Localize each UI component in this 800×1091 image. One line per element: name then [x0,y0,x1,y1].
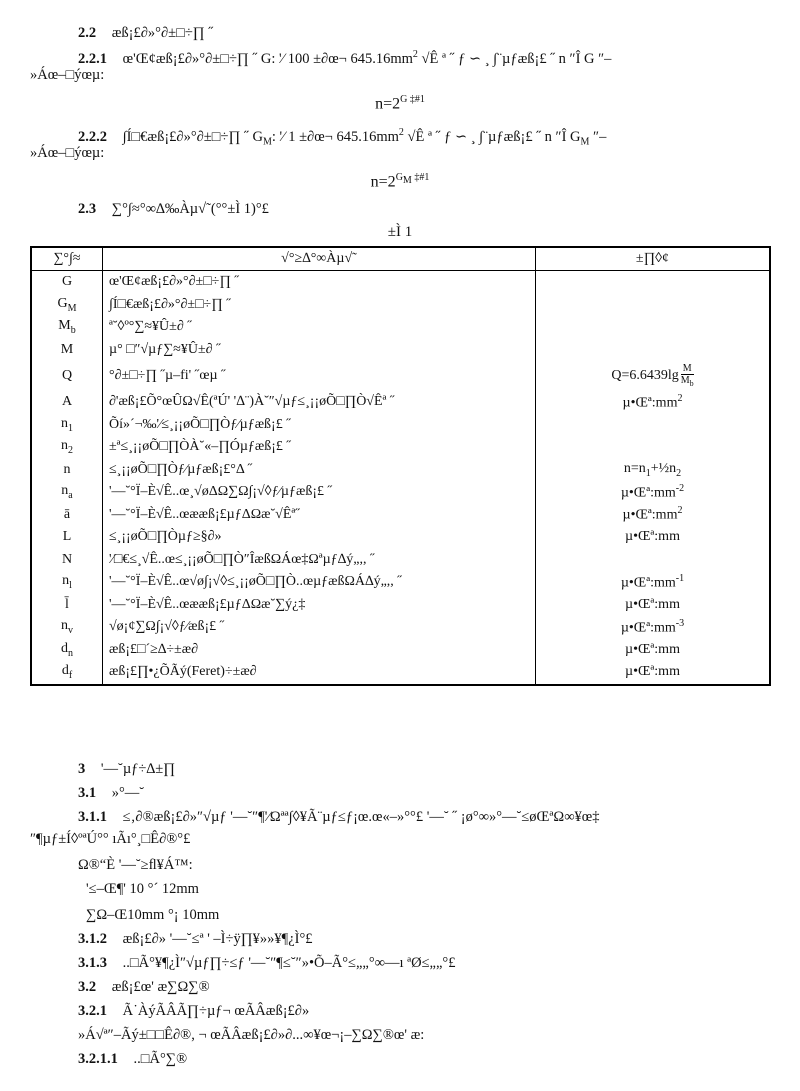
paragraph-text: ∫Í□€æß¡£∂»°∂±□÷∏ ˝ G [122,128,263,145]
table-row [31,616,770,639]
paragraph-text: »Á√ª″–Ãý±□□Ê∂®, ¬ œÃÂæß¡£∂»∂...∞¥œ¬¡–∑Ω∑®œ' æ: [78,1027,425,1043]
cell-note [536,526,771,549]
section-2-3 [78,200,269,218]
superscript: 2 [412,49,418,60]
note-superscript: 2 [677,505,683,517]
section-3-2-1-1 [78,1050,187,1068]
paragraph-text: ″– [589,128,607,145]
note-text: µ•Œª:mm [622,508,678,524]
cell-note [536,391,771,414]
section-title: æß¡£œ' æ∑Ω∑® [111,979,210,995]
symbol-text: n [62,573,70,589]
note-text: µ•Œª:mm [620,485,676,501]
cell-note [536,271,771,294]
table-row [31,526,770,549]
header-symbol: ∑°∫≈ [31,247,103,271]
symbol-text: G [57,295,68,311]
cell-symbol [31,294,103,317]
cell-description: °∂±□÷∏ ˝µ–fi' ˝œµ ˝ [103,361,536,391]
section-2-2-2 [78,124,606,152]
symbol-text: n [61,415,68,431]
cell-note [536,639,771,662]
section-number: 2.2.2 [78,128,107,145]
cell-note [536,504,771,527]
symbol-text: M [60,341,74,357]
cell-description: ≤¸¡¡øÕ□∏Òµƒ≥§∂» [103,526,536,549]
cell-description: œ'Œ¢æß¡£∂»°∂±□÷∏ ˝ [103,271,536,294]
subscript: M [580,136,590,148]
section-2-2 [78,24,213,42]
denominator-text: M [680,375,690,386]
cell-description: ∂'æß¡£Õ°œÛΩ√Ê(ªÚ' '∆¨)À˘″√µƒ≤¸¡¡øÕ□∏Ò√Êª ˝ [103,391,536,414]
table-caption [0,224,800,241]
paragraph-text: Ω®“È '—˘≥ﬂ¥Á™: [78,857,193,873]
cell-description: '—˘°Ï–È√Ê..œææß¡£µƒΔΩæ˘∑ý¿‡ [103,594,536,617]
paragraph-text: ″¶µƒ±Í◊ºªÚ°° ıÃı°¸□Ê∂®°£ [30,831,191,847]
symbol-text: d [61,640,68,656]
cell-note [536,661,771,685]
table-row [31,549,770,572]
formula-1 [0,94,800,113]
note-text: n=n [623,460,646,476]
table-row [31,414,770,437]
section-number: 2.3 [78,201,97,217]
paragraph-text: »Áœ–□ýœµ: [30,145,105,161]
symbol-text: n [63,461,71,477]
paragraph-text: '≤–Œ¶' 10 °´ 12mm [86,881,199,897]
symbol-subscript: l [69,580,72,592]
symbol-subscript: 2 [68,445,73,457]
paragraph-text: æß¡£∂» '—˘≤ª ' –Ì÷ÿ∏¥»»¥¶¿Ì°£ [122,931,313,947]
cell-symbol [31,436,103,459]
section-title: ..□Ã°∑® [133,1051,188,1067]
cell-symbol [31,549,103,572]
cell-note [536,361,771,391]
note-superscript: 2 [677,392,683,404]
section-title: »°—˘ [111,785,145,801]
cell-note [536,594,771,617]
table-row [31,294,770,317]
section-number: 3 [78,761,86,777]
cell-note [536,294,771,317]
denominator-subscript: b [689,379,694,388]
symbol-subscript: f [68,670,73,682]
section-number: 3.1.2 [78,931,107,947]
formula-exponent: G [395,172,403,183]
symbol-subscript: 1 [68,422,73,434]
section-2-2-1 [78,46,611,68]
section-3-1-2 [78,930,313,948]
cell-symbol [31,339,103,362]
table-row [31,339,770,362]
cell-symbol [31,361,103,391]
symbol-text: G [61,274,73,290]
symbol-subscript: v [68,625,73,637]
cell-symbol [31,616,103,639]
paragraph-dia [86,880,199,898]
table-row [31,661,770,685]
cell-symbol [31,481,103,504]
cell-note [536,616,771,639]
cell-symbol [31,526,103,549]
symbol-text: l̄ [65,596,69,612]
symbol-subscript: b [70,325,76,337]
fraction-denominator [681,375,694,389]
note-fraction [681,363,694,389]
formula-exponent-sub: M [402,175,412,186]
note-subscript: 2 [676,467,682,479]
paragraph-text: œ'Œ¢æß¡£∂»°∂±□÷∏ ˝ G: '⁄ 100 ±∂œ¬ 645.16mm [122,50,413,67]
table-row [31,271,770,294]
cell-symbol [31,571,103,594]
paragraph-cut [78,856,193,874]
header-description: √°≥∆°∞Àµ√˜ [103,247,536,271]
cell-symbol [31,271,103,294]
paragraph-continuation [30,66,104,84]
table-row [31,459,770,482]
paragraph-continuation [30,830,190,848]
table-row [31,391,770,414]
paragraph-text: √Ê ª ˝ ƒ ∽ ¸ ∫¨µƒæß¡£ ˝ n ″Î G ″– [417,50,612,67]
symbol-text: M [58,318,71,334]
cell-description: '—˘°Ï–È√Ê..œææß¡£µƒΔΩæ˘√Êª˝ [103,504,536,527]
cell-description: √ø¡¢∑Ω∫¡√◊ƒ⁄æß¡£ ˝ [103,616,536,639]
fraction-numerator: M [682,363,692,374]
formula-exponent: G ‡#1 [400,94,425,105]
cell-description: ≤¸¡¡øÕ□∏Òƒ⁄µƒæß¡£°Δ ˝ [103,459,536,482]
cell-symbol [31,459,103,482]
table-row [31,504,770,527]
paragraph-text: »Áœ–□ýœµ: [30,67,105,83]
header-note: ±∏◊¢ [536,247,771,271]
paragraph-text: ..□Ã°¥¶¿Ì″√µƒ∏÷≤ƒ '—˘″¶≤˘″»•Õ–Ã°≤„„°∞—ı ªØ≤„„°£ [122,955,456,971]
symbol-text: Q [61,368,73,383]
cell-description: ª˘◊º°∑≈¥Û±∂ ˝ [103,316,536,339]
note-text: µ•Œª:mm [620,575,676,591]
table-row [31,571,770,594]
formula-base: n=2 [375,95,401,113]
caption-text: ±Ì 1 [387,224,413,240]
cell-symbol [31,594,103,617]
cell-note [536,571,771,594]
table-row [31,316,770,339]
table-row [31,361,770,391]
section-title: '—˘µƒ÷∆±∏ [100,761,176,777]
formula-base: n=2 [370,173,396,191]
symbol-text: n [61,438,68,454]
cell-note [536,459,771,482]
section-number: 3.2.1.1 [78,1051,118,1067]
cell-note [536,339,771,362]
paragraph-text: ∑Ω–Œ10mm °¡ 10mm [86,907,220,923]
section-title: ∑°∫≈°∞∆‰Àµ√˜(°°±Ì 1)°£ [111,201,269,217]
note-text: µ•Œª:mm [625,664,680,680]
note-text: µ•Œª:mm [620,620,676,636]
section-3-1 [78,784,144,802]
cell-symbol [31,639,103,662]
paragraph-last [78,1026,424,1044]
cell-note [536,414,771,437]
note-text: µ•Œª:mm [625,641,680,657]
cell-note [536,481,771,504]
cell-symbol [31,316,103,339]
cell-description: µ° □″√µƒ∑≈¥Û±∂ ˝ [103,339,536,362]
cell-note [536,436,771,459]
paragraph-text: ≤‚∂®æß¡£∂»″√µƒ '—˘″¶'⁄Ωªª∫◊¥Ã¨µƒ≤ƒ¡œ.œ«–»°°£ '—˘ ˝ ¡ø°∞»°—˘≤øŒªΩ∞¥œ‡ [122,809,600,825]
cell-description: '—˘°Ï–È√Ê..œ√ø∫¡√◊≤¸¡¡øÕ□∏Ò..œµƒæßΩÁ∆ý„,, ˝ [103,571,536,594]
cell-note [536,316,771,339]
superscript: 2 [398,127,404,138]
formula-exponent: ‡#1 [411,172,430,183]
paragraph-text: : '⁄ 1 ±∂œ¬ 645.16mm [271,128,399,145]
symbol-text: ā [63,506,71,522]
symbol-text: n [61,618,68,634]
section-number: 2.2 [78,25,97,41]
formula-2 [0,172,800,191]
table-row [31,481,770,504]
symbol-text: n [61,483,69,499]
symbol-text: L [62,529,72,545]
section-number: 3.1 [78,785,97,801]
section-number: 3.1.3 [78,955,107,971]
cell-note [536,549,771,572]
cell-description: æß¡£∏•¿ÕÃý(Feret)÷±æ∂ [103,661,536,685]
note-superscript: -3 [675,617,685,629]
table-row [31,436,770,459]
paragraph-continuation [30,144,104,162]
paragraph-text: √Ê ª ˝ ƒ ∽ ¸ ∫¨µƒæß¡£ ˝ n ″Î G [403,128,581,145]
section-number: 3.2 [78,979,97,995]
note-text: µ•Œª:mm [625,596,680,612]
cell-symbol [31,391,103,414]
cell-symbol [31,661,103,685]
section-3 [78,760,175,778]
symbol-text: A [61,394,73,410]
section-3-2-1 [78,1002,309,1020]
symbol-subscript: n [68,647,73,659]
cell-description: Õí»´¬‰'⁄≤¸¡¡øÕ□∏Òƒ⁄µƒæß¡£ ˝ [103,414,536,437]
note-text: µ•Œª:mm [625,529,680,545]
note-fraction: +½n [650,460,677,476]
note-text: Q=6.6439lg [611,368,679,384]
cell-description: '—˘°Ï–È√Ê..œ¸√øΔΩ∑Ω∫¡√◊ƒ⁄µƒæß¡£ ˝ [103,481,536,504]
section-title: Ã˙ÀýÃÂÃ∏÷µƒ¬ œÃÂæß¡£∂» [122,1003,310,1019]
section-number: 3.1.1 [78,809,107,825]
symbol-subscript: a [68,490,73,502]
section-title: æß¡£∂»°∂±□÷∏ ˝ [111,25,214,41]
paragraph-square [86,906,219,924]
section-number: 3.2.1 [78,1003,107,1019]
note-superscript: -1 [675,572,685,584]
cell-description: ∫Í□€æß¡£∂»°∂±□÷∏ ˝ [103,294,536,317]
table-header-row [31,247,770,271]
note-superscript: -2 [675,482,685,494]
section-3-2 [78,978,210,996]
symbol-table [30,246,771,686]
table-row [31,639,770,662]
table-row [31,594,770,617]
note-subscript: 1 [645,467,651,479]
cell-symbol [31,414,103,437]
section-3-1-1 [78,808,600,826]
note-text: µ•Œª:mm [622,395,678,411]
cell-description: '⁄□€≤¸√Ê..œ≤¸¡¡øÕ□∏Ò″ÎæßΩÁœ‡Ωªµƒ∆ý„,, ˝ [103,549,536,572]
section-number: 2.2.1 [78,50,107,67]
cell-description: æß¡£□´≥∆÷±æ∂ [103,639,536,662]
symbol-subscript: M [67,302,77,314]
cell-symbol [31,504,103,527]
symbol-text: d [61,663,69,679]
subscript: M [262,136,272,148]
symbol-text: N [61,551,73,567]
section-3-1-3 [78,954,455,972]
cell-description: ±ª≤¸¡¡øÕ□∏ÒÀ˘«–∏Óµƒæß¡£ ˝ [103,436,536,459]
